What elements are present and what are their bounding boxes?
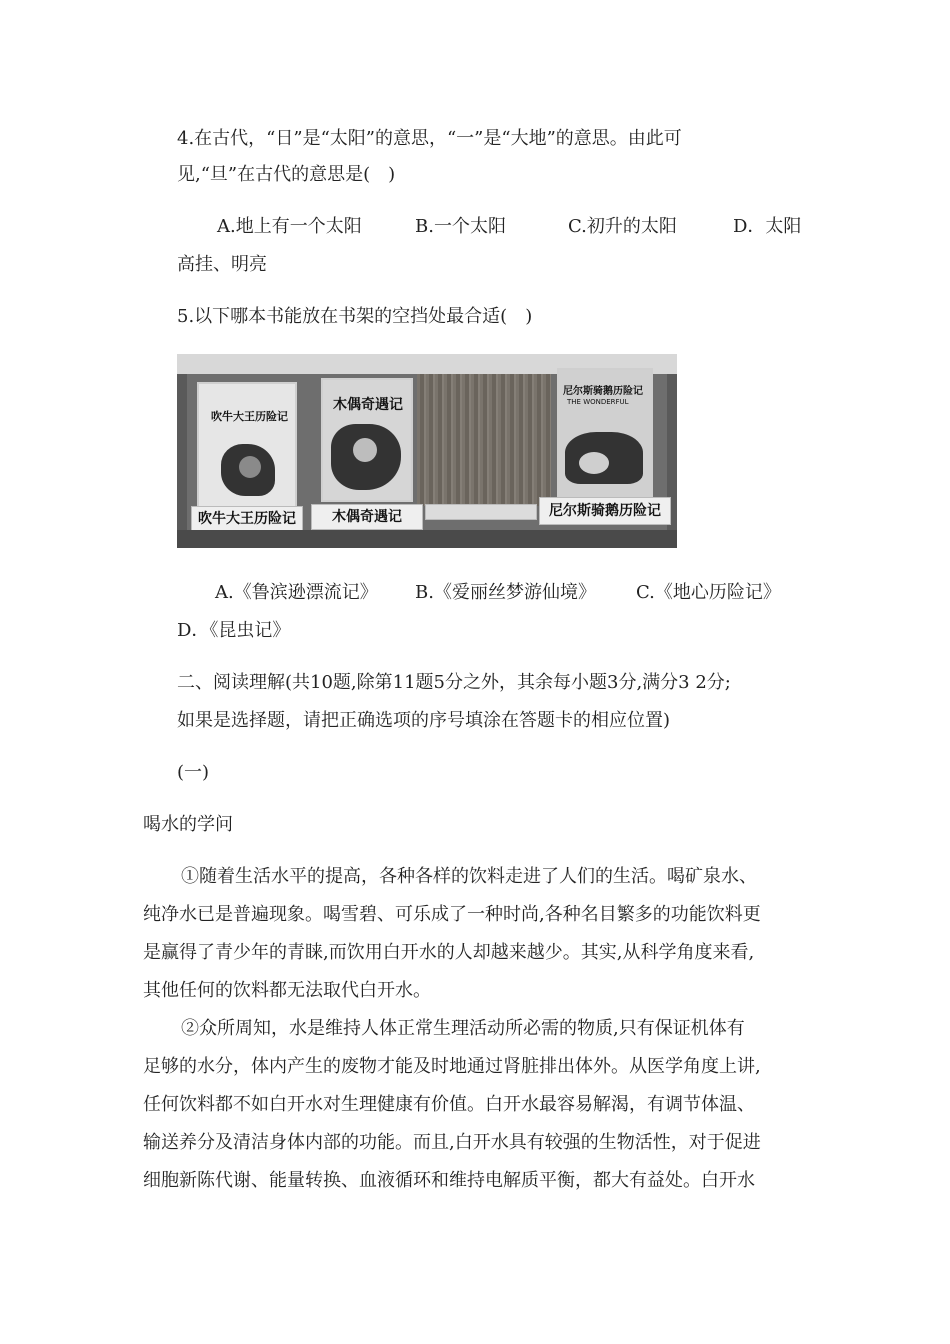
q5-option-c: C.《地心历险记》 — [636, 582, 781, 603]
article-paragraph-2-line-4: 输送养分及清洁身体内部的功能。而且,白开水具有较强的生物活性，对于促进 — [143, 1132, 761, 1153]
article-paragraph-2-line-1: ②众所周知，水是维持人体正常生理活动所必需的物质,只有保证机体有 — [181, 1018, 745, 1039]
article-paragraph-1-line-2: 纯净水已是普遍现象。喝雪碧、可乐成了一种时尚,各种名目繁多的功能饮料更 — [143, 904, 761, 925]
bookshelf-image — [177, 354, 677, 548]
article-paragraph-1-line-4: 其他任何的饮料都无法取代白开水。 — [143, 980, 431, 1001]
book-3-illustration-detail — [579, 452, 609, 474]
article-paragraph-1-line-3: 是赢得了青少年的青睐,而饮用白开水的人却越来越少。其实,从科学角度来看, — [143, 942, 755, 963]
article-paragraph-1-line-1: ①随着生活水平的提高，各种各样的饮料走进了人们的生活。喝矿泉水、 — [181, 866, 757, 887]
q4-stem-line-1: 4.在古代，“日”是“太阳”的意思，“一”是“大地”的意思。由此可 — [177, 128, 682, 149]
wood-texture — [417, 374, 551, 506]
section-2-part-label: (一) — [177, 762, 210, 783]
empty-shelf-slot — [417, 374, 551, 506]
q5-option-b: B.《爱丽丝梦游仙境》 — [415, 582, 596, 603]
article-paragraph-2-line-3: 任何饮料都不如白开水对生理健康有价值。白开水最容易解渴，有调节体温、 — [143, 1094, 755, 1115]
q5-option-a: A.《鲁滨逊漂流记》 — [215, 582, 378, 603]
book-3-cover — [557, 368, 653, 500]
book-3-cover-subtitle: THE WONDERFUL — [567, 398, 629, 406]
book-1-shelf-label: 吹牛大王历险记 — [191, 506, 303, 532]
book-2-illustration-detail — [353, 438, 377, 462]
book-1-cover-title: 吹牛大王历险记 — [211, 410, 288, 423]
q4-option-d-continued: 高挂、明亮 — [177, 254, 267, 275]
section-2-heading-line-1: 二、阅读理解(共10题,除第11题5分之外，其余每小题3分,满分3 2分; — [177, 672, 731, 693]
q4-stem-line-2: 见,“旦”在古代的意思是( ) — [177, 164, 396, 185]
q5-option-d: D．《昆虫记》 — [177, 620, 291, 641]
book-1-cover — [197, 382, 297, 508]
article-title: 喝水的学问 — [143, 814, 233, 835]
book-2-cover-title: 木偶奇遇记 — [333, 397, 403, 413]
shelf-base — [177, 530, 677, 548]
section-2-heading-line-2: 如果是选择题，请把正确选项的序号填涂在答题卡的相应位置) — [177, 710, 671, 731]
book-1-illustration-detail — [239, 456, 261, 478]
q4-option-b: B.一个太阳 — [415, 216, 506, 237]
book-3-cover-title: 尼尔斯骑鹅历险记 — [563, 386, 643, 397]
empty-slot-shelf-label — [425, 504, 537, 520]
q4-option-d: D．太阳 — [733, 216, 802, 237]
article-paragraph-2-line-5: 细胞新陈代谢、能量转换、血液循环和维持电解质平衡，都大有益处。白开水 — [143, 1170, 755, 1191]
q4-option-c: C.初升的太阳 — [568, 216, 677, 237]
book-2-shelf-label: 木偶奇遇记 — [311, 504, 423, 530]
book-2-cover — [321, 378, 413, 502]
q5-stem: 5.以下哪本书能放在书架的空挡处最合适( ) — [177, 306, 533, 327]
book-3-shelf-label: 尼尔斯骑鹅历险记 — [539, 497, 671, 525]
article-paragraph-2-line-2: 足够的水分，体内产生的废物才能及时地通过肾脏排出体外。从医学角度上讲, — [143, 1056, 761, 1077]
q4-option-a: A.地上有一个太阳 — [217, 216, 362, 237]
